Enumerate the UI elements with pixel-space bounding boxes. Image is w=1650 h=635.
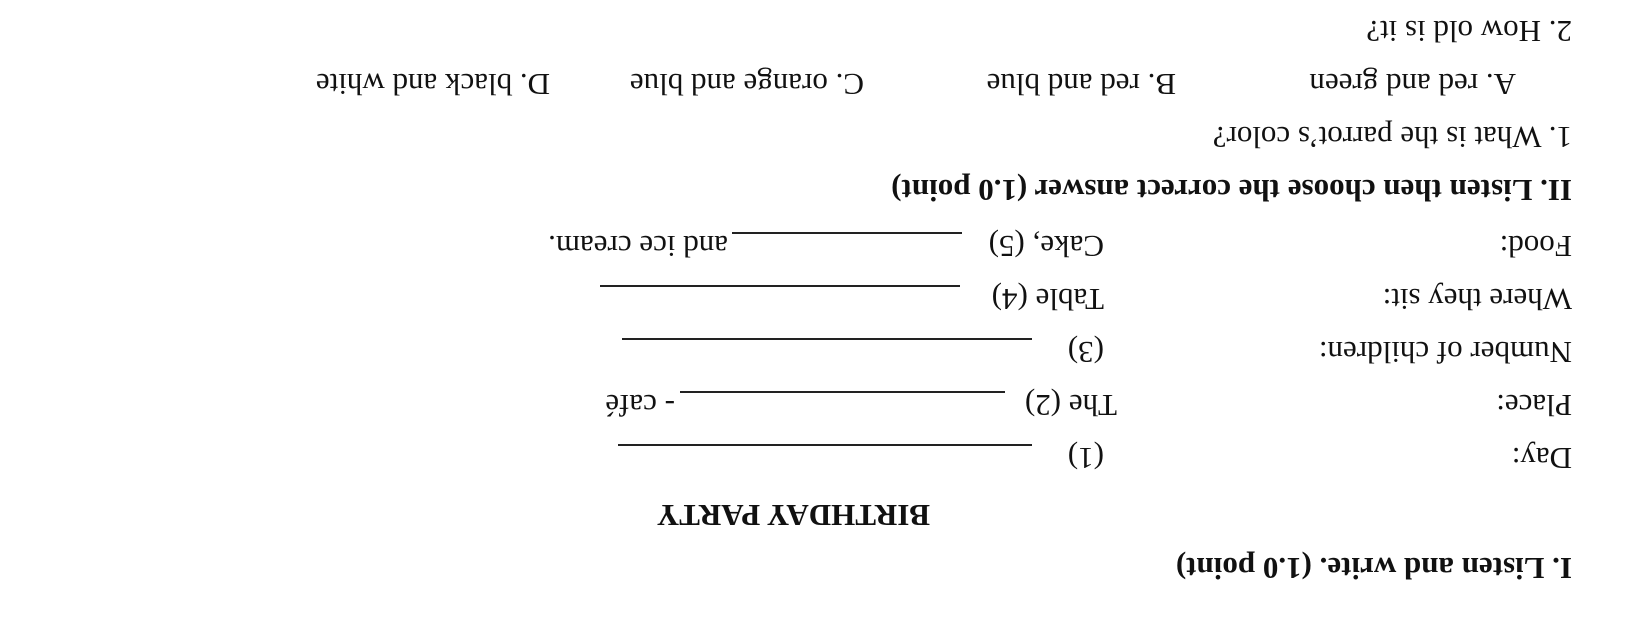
- row-children-label: Number of children:: [1318, 335, 1572, 370]
- row-food-prefix: Cake, (5): [988, 229, 1104, 264]
- part2-heading: II. Listen then choose the correct answer (1.0 point): [891, 173, 1572, 208]
- row-children-prefix: (3): [1067, 335, 1104, 370]
- row-table-label: Where they sit:: [1382, 282, 1572, 317]
- question-1-text: 1. What is the parrot’s color?: [1212, 120, 1572, 155]
- row-food-suffix: and ice cream.: [548, 229, 728, 264]
- row-place-suffix: - café: [605, 388, 675, 423]
- question-2-text: 2. How old is it?: [1366, 14, 1572, 49]
- q1-option-b[interactable]: B. red and blue: [986, 67, 1176, 102]
- answer-blank-4[interactable]: [600, 285, 960, 287]
- part1-heading: I. Listen and write. (1.0 point): [1175, 551, 1572, 586]
- q1-option-d[interactable]: D. black and white: [315, 67, 550, 102]
- answer-blank-5[interactable]: [732, 232, 962, 234]
- answer-blank-3[interactable]: [622, 338, 1032, 340]
- row-day-label: Day:: [1511, 441, 1572, 476]
- q1-option-c[interactable]: C. orange and blue: [629, 67, 864, 102]
- answer-blank-1[interactable]: [618, 444, 1032, 446]
- row-table-prefix: Table (4): [991, 282, 1104, 317]
- part1-subtitle: BIRTHDAY PARTY: [656, 498, 930, 533]
- row-place-prefix: The (2): [1024, 388, 1117, 423]
- row-food-label: Food:: [1499, 229, 1572, 264]
- row-day-prefix: (1): [1067, 441, 1104, 476]
- answer-blank-2[interactable]: [680, 391, 1005, 393]
- q1-option-a[interactable]: A. red and green: [1309, 67, 1516, 102]
- row-place-label: Place:: [1496, 388, 1572, 423]
